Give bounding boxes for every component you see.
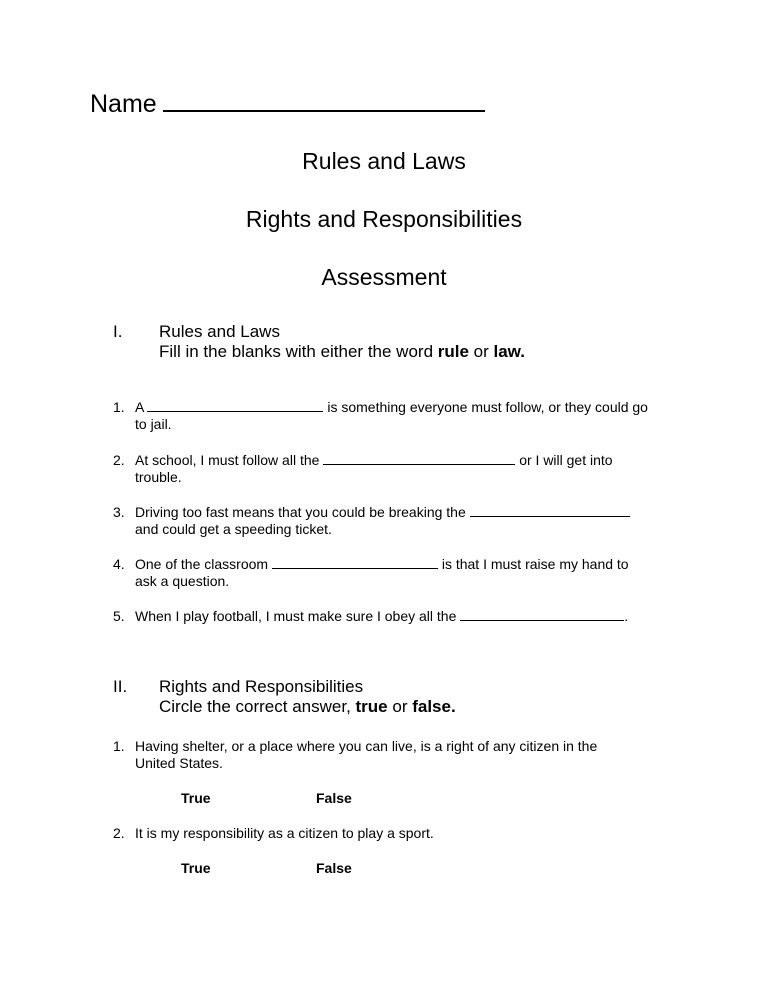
question-3: 3. Driving too fast means that you could be breaking the and could get a speeding ticket.	[113, 504, 683, 540]
answer-blank[interactable]	[470, 504, 630, 517]
answer-blank[interactable]	[323, 452, 515, 465]
question-4: 4. One of the classroom is that I must raise my hand to ask a question.	[113, 556, 629, 589]
section2-instruction: Circle the correct answer, true or false.	[159, 697, 456, 716]
section1-numeral: I.	[113, 322, 123, 341]
tf-q1-true-option[interactable]: True	[181, 790, 211, 806]
section1-instruction: Fill in the blanks with either the word rule or law.	[159, 342, 525, 361]
section2-title: Rights and Responsibilities	[159, 677, 364, 696]
question-5: 5. When I play football, I must make sure I obey all the .	[113, 608, 629, 624]
answer-blank[interactable]	[147, 399, 323, 412]
name-field	[90, 88, 485, 119]
section2-heading	[159, 677, 456, 717]
section2-numeral: II.	[113, 677, 128, 696]
title-rules-and-laws: Rules and Laws	[302, 148, 466, 174]
question-1: 1. A is something everyone must follow, or they could go to jail.	[113, 399, 648, 432]
tf-q2-true-option[interactable]: True	[181, 860, 211, 876]
name-label: Name	[90, 90, 157, 118]
tf-q2-false-option[interactable]: False	[316, 860, 352, 876]
section1-title: Rules and Laws	[159, 322, 280, 341]
title-rights-and-responsibilities: Rights and Responsibilities	[245, 206, 523, 232]
question-2: 2. At school, I must follow all the or I will get into trouble.	[113, 452, 613, 485]
name-blank-line[interactable]	[163, 88, 485, 112]
section1-heading	[159, 322, 525, 362]
tf-question-1: 1. Having shelter, or a place where you can live, is a right of any citizen in the United States.	[113, 738, 598, 771]
answer-blank[interactable]	[272, 556, 438, 569]
answer-blank[interactable]	[460, 608, 624, 621]
tf-q1-false-option[interactable]: False	[316, 790, 352, 806]
title-assessment: Assessment	[321, 264, 447, 290]
tf-question-2: 2. It is my responsibility as a citizen to play a sport.	[113, 825, 434, 841]
